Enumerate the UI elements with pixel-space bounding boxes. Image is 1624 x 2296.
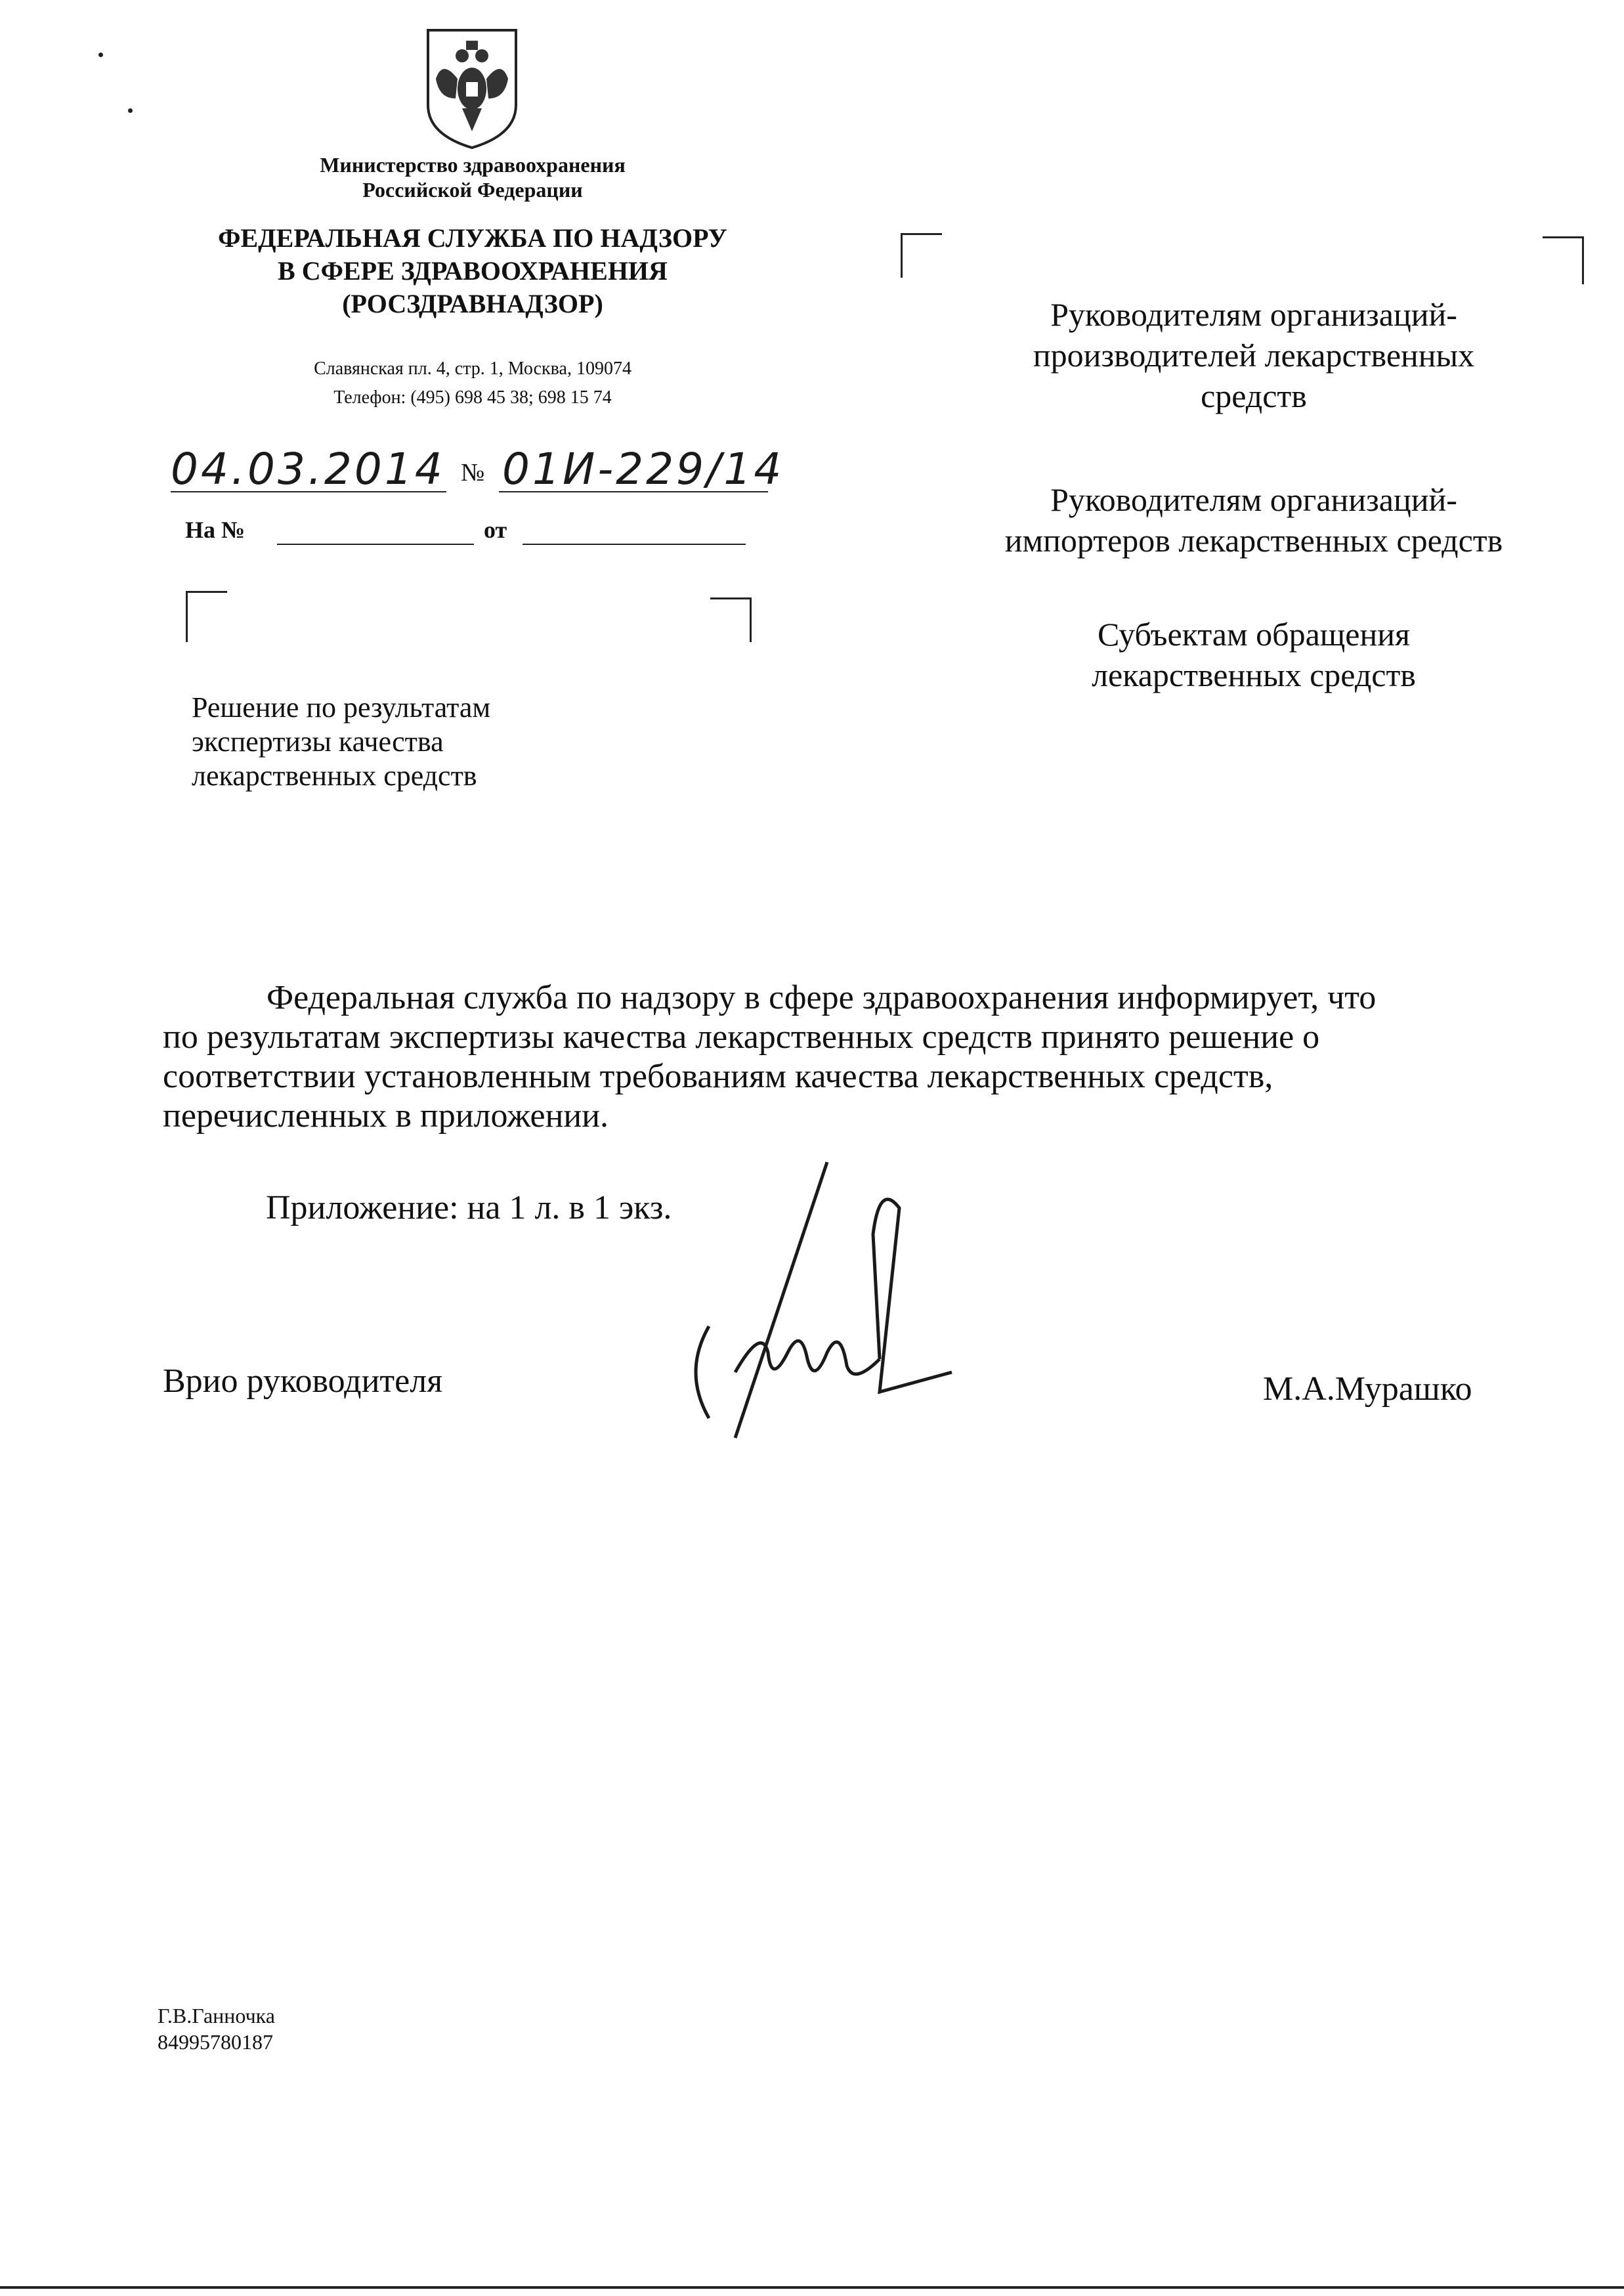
subject-line-1: Решение по результатам (192, 691, 491, 724)
corner-mark (186, 591, 227, 642)
addressee-importers-2: импортеров лекарственных средств (1004, 522, 1503, 559)
phone: Телефон: (495) 698 45 38; 698 15 74 (333, 387, 612, 408)
body-line-1: Федеральная служба по надзору в сфере здравоохранения информирует, что (267, 979, 1377, 1016)
scan-speck (98, 53, 103, 57)
addressee-importers-1: Руководителям организаций- (1050, 481, 1457, 518)
addressee-manufacturers-3: средств (1201, 378, 1307, 414)
reply-prefix: На № (185, 517, 246, 543)
executor-block (158, 2003, 275, 2055)
registration-date: 04.03.2014 (171, 444, 445, 494)
attachment-note: Приложение: на 1 л. в 1 экз. (266, 1189, 672, 1226)
addressee-manufacturers-2: производителей лекарственных (1033, 337, 1475, 374)
number-underline (499, 491, 768, 492)
addressee-subjects-2: лекарственных средств (1092, 657, 1416, 693)
body-line-2: по результатам экспертизы качества лекарственных средств принято решение о (163, 1018, 1320, 1056)
subject (192, 691, 651, 793)
signatory-position: Врио руководителя (163, 1362, 443, 1400)
corner-mark (710, 597, 752, 642)
registration-number: 01И-229/14 (502, 444, 784, 494)
addressee-block (919, 294, 1589, 416)
corner-mark (901, 233, 942, 278)
addressee-block (919, 614, 1589, 695)
reply-from: от (484, 517, 507, 543)
coat-of-arms-icon (423, 26, 521, 151)
scan-edge-line (0, 2286, 1624, 2289)
ministry-line-2: Российской Федерации (362, 178, 583, 202)
body-line-3: соответствии установленным требованиям качества лекарственных средств, (163, 1058, 1273, 1095)
corner-mark (1543, 236, 1584, 284)
signatory-name: М.А.Мурашко (1263, 1370, 1472, 1408)
date-underline (171, 491, 446, 492)
scan-speck (128, 108, 133, 113)
subject-line-3: лекарственных средств (192, 760, 477, 792)
body-paragraph (163, 978, 1568, 1136)
subject-line-2: экспертизы качества (192, 726, 444, 758)
service-line-3: (РОСЗДРАВНАДЗОР) (342, 289, 603, 318)
addressee-block (919, 479, 1589, 561)
service-line-2: В СФЕРЕ ЗДРАВООХРАНЕНИЯ (278, 256, 668, 286)
reply-date-line (523, 544, 746, 545)
addressee-subjects-1: Субъектам обращения (1098, 616, 1410, 653)
executor-name: Г.В.Ганночка (158, 2004, 275, 2027)
service-line-1: ФЕДЕРАЛЬНАЯ СЛУЖБА ПО НАДЗОРУ (218, 223, 727, 253)
ministry-line-1: Министерство здравоохранения (320, 153, 626, 177)
executor-phone: 84995780187 (158, 2030, 273, 2054)
number-sign: № (461, 459, 485, 487)
handwritten-signature (670, 1156, 998, 1451)
addressee-manufacturers-1: Руководителям организаций- (1050, 296, 1457, 333)
reply-number-line (277, 544, 474, 545)
address: Славянская пл. 4, стр. 1, Москва, 109074 (314, 358, 631, 379)
body-line-4: перечисленных в приложении. (163, 1097, 609, 1135)
